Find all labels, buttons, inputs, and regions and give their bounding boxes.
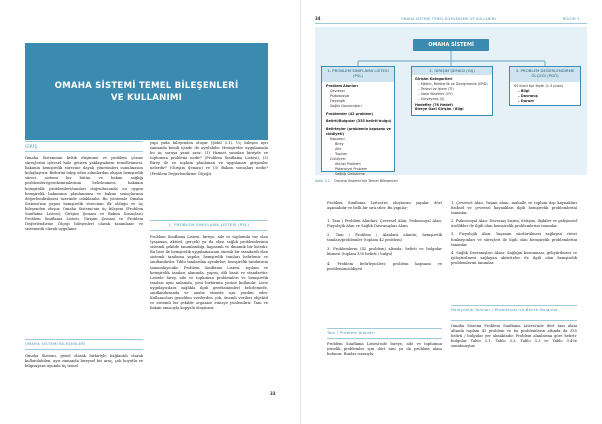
box-psl-list [326,84,394,176]
box-gs-list [415,77,493,112]
area-list [451,201,577,266]
divider [327,338,442,339]
figure-caption [315,179,398,183]
psl-item: Psikososyal [330,93,350,98]
psl-item: Ciddiyeti: [330,156,347,161]
psl-item: Sağlık Davranışları [330,103,362,108]
psl-structure-list [327,219,442,272]
psl-structure-intro: Problem Sınıflama Listesi'ni oluşturan yapılar dört aşamalıdır ve belli bir sıra izler. Bu yapılar; [327,201,442,211]
title-banner [25,43,268,140]
area-item: 4. Sağlık Davranışları Alanı: Sağlığın korunması, geliştirilmesi ve iyileştirilmesi sağlayan aktiviteler ile ilgili olan hemşirelik problemlerini tanımlar. [451,250,577,265]
divider [25,349,143,350]
page-number: 34 [315,16,321,21]
chapter-title: OMAHA SİSTEMİ TEMEL BİLEŞENLERİ VE KULLANIMI [54,81,239,103]
running-header: OMAHA SİSTEMİ TEMEL BİLEŞENLERİ VE KULLANIMI [401,17,497,21]
psl-item: Problem Alanları [326,84,358,88]
diagnoses-text: Omaha Sistemi Problem Sınıflama Listesi'nde dört tanı alanı altında toplam 42 problem ve bu problemlerin altında da 335 belirti / bulgular yer almaktadır. Problem alanlarına göre belirti-bulgular Tablo 3.1, Tablo 3.2, Tablo 3.3 ve Tablo 3.4'te sunulmuştur. [451,324,577,349]
psl-text: Problem Sınıflama Listesi, bireye, aile ve toplumda var olan (yaşanan, aktüel, gerçek) ya da olası sağlık problemlerinin sistemli şekilde tanımlandığı, kapsamlı ve dinamik bir listedir. Bu liste ile hemşirelik uygulamasının önemli bir standardı olan sistemli tanılama yapılır, hemşirelik tanıları belirlenir ve sınıflandırılır. Tıbbi tanılardan ayrıdırlar; hemşirelik tanılarının tamamlayıcıdır. Problem Sınıflama Listesi, toplum ve hemşirelik tanıları alanında, yapısı, dili basit ve standarttır. Listede birey, aile ve toplumun problemleri ve hemşirelik tanıları aynı anlamda, yeni birbirinin yerine kullanılır. Liste uygulayıcılara sağlıkla ilgili gereksinimleri belirlemede, sınıflandırmada ve analiz etmede için yardım eder. Kullanıcıları genelden verilerden çok, önemli verileri objektif ve sistemli bir şekilde organize etmeye yönlendirir. Tanı ve bakım amacıyla kopyala oluşturur. [150,235,268,311]
figure-main-title: OMAHA SİSTEMİ [413,39,489,51]
divider [150,220,268,221]
figure-omaha-system [315,27,587,175]
psl-item: Fizyolojik [330,98,346,103]
psl-item: Aktüel Problem [335,161,361,166]
divider [25,339,143,340]
psl-item: Problemler (42 problem) [326,111,374,116]
box-pdo [509,66,581,106]
psl-item: Sağlığı Geliştirme [335,171,365,176]
psl-item: Çevresel [330,88,345,93]
gs-item: – Vaka Yönetimi (VY) [418,91,453,96]
area-item: 3. Fizyolojik Alan: Yaşamın sürdürülmesi sağlayan vücut fonksiyonları ve süreçleri ile ilgili olan hemşirelik problemlerini tanımlar. [451,232,577,247]
pdo-item: – Durum [518,98,534,103]
pdo-item: SS likert tipi ölçek (1-5 puan) [514,84,564,88]
divider [327,328,442,329]
box-pdo-title: 3. PROBLEM DEĞERLENDİRME ÖLÇEĞİ (PDÖ) [510,67,580,82]
gs-item: Bireye Özel Girişim / Bilgi [415,107,464,112]
psl-item: Kapsamı: [330,137,346,142]
section-heading-components: OMAHA SİSTEMİ BİLEŞENLERİ [25,342,86,346]
section-heading-intro: GİRİŞ [25,144,38,149]
box-gs-title: 2. GİRİŞİM ŞEMASI (GŞ) [412,67,492,75]
divider [150,230,268,231]
section-heading-psl: 1. PROBLEM SINIFLAMA LİSTESİ (PSL) [168,222,250,227]
box-psl-title: 1. PROBLEM SINIFLAMA LİSTESİ (PSL) [322,67,394,82]
pdo-item: – Davranış [518,93,538,98]
box-pdo-list [514,84,580,104]
header-rule [315,23,587,24]
psl-item: Potansiyel Problem [335,166,368,171]
chapter-label: BÖLÜM 3 [563,17,580,21]
components-text: Omaha Sistemi, genel olarak birbiriyle bağlantılı olarak kullanılabilen, ayrı zamanda bireysel bir araç, çok boyutlu ve bilgisayara uyumlu üç temel [25,354,143,369]
psl-item: Belirteçler (problemin kapsamı ve ciddiyeti) [326,127,391,137]
structure-item: 4. Problem belirleyicileri; problem kapsamı ve probleminciddiyeti [327,261,442,271]
structure-item: 3. Problemlerin (42 problem) altında; belirti ve bulgular kümesi (toplam 335 belirti / bulgu) [327,247,442,257]
caption-label: Şekil 3.1 [315,179,331,183]
gs-item: Girişim Kategorileri [415,77,453,81]
gs-item: – Tedavi ve İşlem (Tİ) [418,86,454,91]
area-item: 1. Çevresel Alan: Yaşam alanı, mahalle ve toplum dışı kaynakları fiziksel ve çevresel kaynakları ilgili hemşirelik problemlerini tanımlar. [451,201,577,216]
problem-areas-text: Problem Sınıflama Listesi'nde bireye, aile ve toplumun yönelik problemler için dört tanı ya da problem alanı bulunur. Bunlar sırasıyla; [327,342,442,357]
col2-intro-text: yapı yada bileşenden oluşur (Şekil 3.1). Üç bileşen ayrı zamanda kendi içinde de ayrılabilir. Hemşireler uygulamada bu üç soruya yanıt arar: (1) Hizmet sunulan bireyde ve toplumun problemi nedir? (Problem Sınıflama Listesi), (2) Birey ile ve toplum planlanan ve uygulanan girişimler nelerdir? (Girişim Şeması) ve (3) Bakım sonuçları nedir? (Problem Değerlendirme Ölçeği). [150,141,268,176]
structure-item: 1. Tanı / Problem Alanları: Çevresel Alan; Psikososyal Alan; Fizyolojik Alan ve Sağlık Davranışları Alanı [327,219,442,229]
divider [25,151,143,152]
subheading-problem-areas: Tanı / Problem Alanları [327,331,375,335]
psl-item: Belirti/Bulgular (335 belirti-bulgu) [326,119,392,124]
psl-item: Aile [335,146,342,151]
intro-text: Omaha Sisteminin kritik düşünme ve problem çözme süreçlerini işlevsel hale getiren yaklaşımların temellenmesi, bakımın hemşirelik sürecine dayalı yönetimleri sunulmasını kolaylaştırır. Birbirini takip eden adımlardan oluşan hemşirelik süreci sistemi bir bütün ve bakım sağlığı problemleri/gereksinimlerinin belirlenmesi, bakımın hemşirelik problemleri/tanıları doğrultusunda en uygun hemşirelik bakımının planlanması ve bakım sonuçlarının değerlendirilmesi üzerinde odaklanılır. Bu yöntemle Omaha Sistemi'nin yapısı hemşirelik sürecinin ilk olduğu ve üç bileşenden oluşur. Omaha Sistemi'nin üç bileşeni (Problem Sınıflama Listesi), Girişim Şeması ve Bakım Sonuçları) Problem Sınıflama Listesi, Girişim Şeması ve Problem Değerlendirme Ölçeği bileşenleri olarak tanımlanır ve sistematik olarak uygulanır. [25,156,143,232]
box-gs [411,66,493,116]
structure-item: 2. Tanı / Problem / Alanlara alanda; hemşirelik tanıları/problemler (toplam 42 problem) [327,233,442,243]
divider [451,320,577,321]
psl-item: Birey [335,142,344,147]
gs-item: – Eğitim, Rehberlik ve Danışmanlık (ERD) [418,81,488,86]
divider [25,141,143,142]
area-item: 2. Psikososyal Alan: Davranış biçimi, iletişim, ilişkiler ve gelişimsel özellikler ile ilgili olan hemşirelik problemlerini tanımlar. [451,219,577,229]
psl-item: Toplum [335,151,348,156]
divider [451,305,577,306]
box-psl [321,66,395,176]
caption-text: Omaha Sistemi'nin Temel Bileşenleri [334,179,398,183]
subheading-diagnoses: Hemşirelik Tanıları / Problemler ve Belirti-Bulgular [451,308,558,312]
gs-item: Hedefler (76 Hedef) [415,102,453,107]
right-page [301,0,602,424]
pdo-item: – Bilgi [518,88,530,93]
gs-item: – Sürveyans (S) [418,96,445,101]
page-number: 33 [270,391,276,396]
